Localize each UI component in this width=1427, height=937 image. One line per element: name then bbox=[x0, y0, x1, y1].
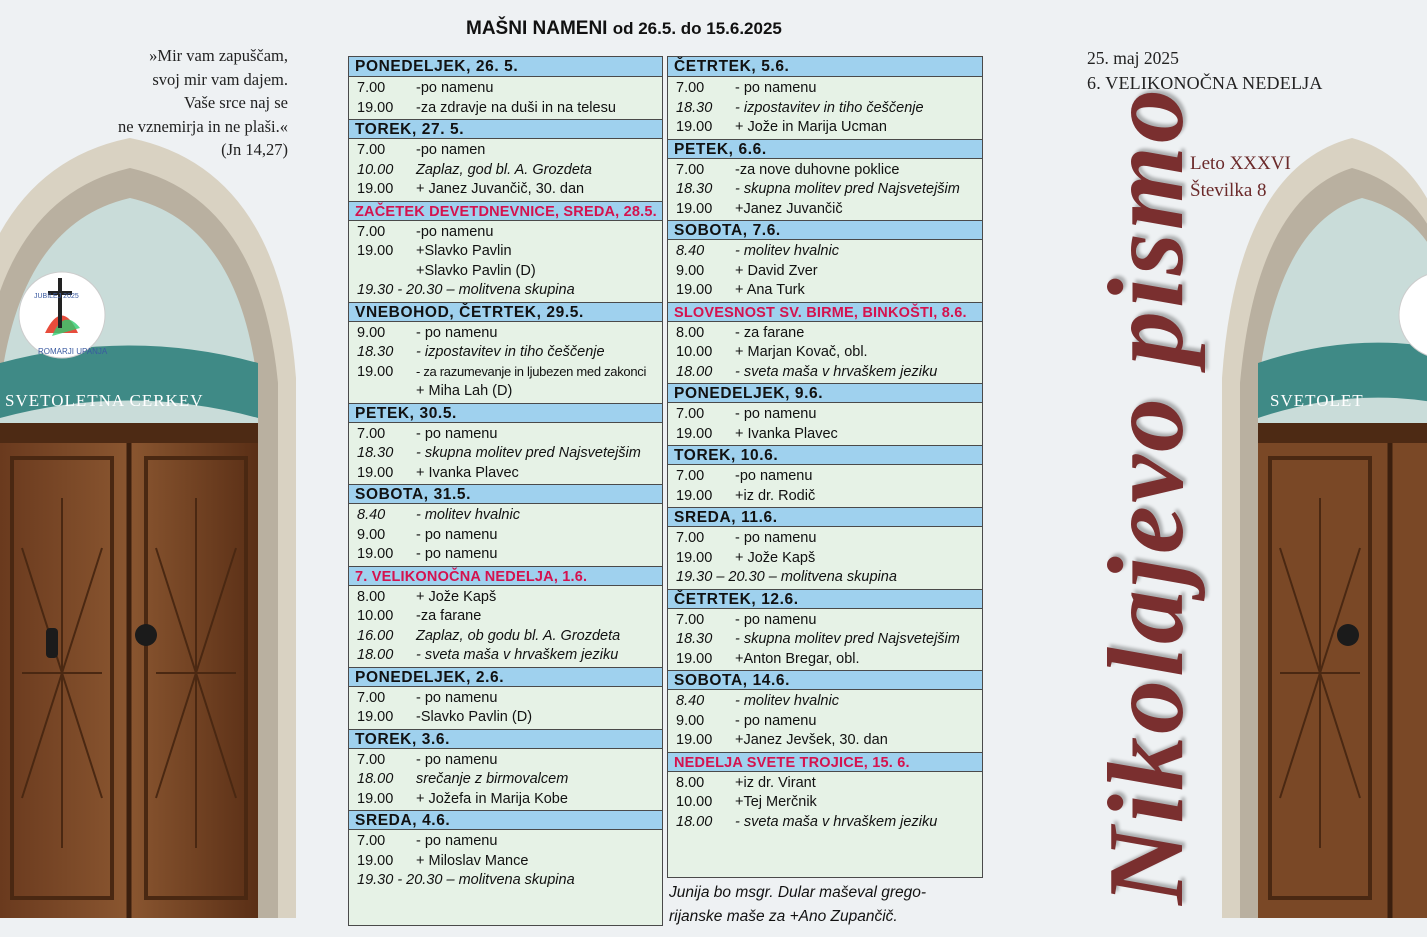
mass-intention: - po namenu bbox=[416, 324, 498, 341]
mass-entry bbox=[676, 773, 980, 793]
year-label: Leto XXXVI bbox=[1190, 153, 1291, 174]
mass-entry bbox=[357, 140, 660, 160]
mass-entry bbox=[357, 626, 660, 646]
mass-time: 7.00 bbox=[676, 611, 705, 628]
day-heading: ZAČETEK DEVETDNEVNICE, SREDA, 28.5. bbox=[349, 201, 662, 221]
mass-intention: -za zdravje na duši in na telesu bbox=[416, 99, 616, 116]
mass-intention: - po namenu bbox=[416, 689, 498, 706]
day-heading: PONEDELJEK, 26. 5. bbox=[349, 57, 662, 77]
day-heading: SREDA, 11.6. bbox=[668, 507, 982, 527]
mass-intention: - skupna molitev pred Najsvetejšim bbox=[735, 631, 960, 647]
quote-reference: (Jn 14,27) bbox=[221, 140, 288, 159]
day-block bbox=[668, 507, 982, 585]
note-line: rijanske maše za +Ano Zupančič. bbox=[669, 908, 898, 925]
mass-intention: - skupna molitev pred Najsvetejšim bbox=[735, 181, 960, 197]
mass-intention: - molitev hvalnic bbox=[416, 507, 520, 523]
day-block bbox=[349, 201, 662, 298]
mass-entry bbox=[357, 424, 660, 444]
gregorian-masses-note bbox=[669, 881, 926, 929]
mass-entry bbox=[676, 117, 980, 137]
mass-intention: -po namenu bbox=[416, 80, 494, 96]
mass-entry bbox=[357, 831, 660, 851]
mass-time: 7.00 bbox=[357, 425, 386, 442]
mass-intention: + Ana Turk bbox=[735, 282, 805, 298]
mass-time: 9.00 bbox=[357, 324, 386, 341]
mass-entry bbox=[676, 280, 980, 300]
mass-time: 19.00 bbox=[357, 790, 394, 807]
mass-time: 8.40 bbox=[676, 243, 705, 259]
mass-time: 19.00 bbox=[357, 181, 394, 197]
mass-intention: - molitev hvalnic bbox=[735, 243, 839, 259]
mass-intention: +Tej Merčnik bbox=[735, 794, 817, 810]
mass-time: 19.00 bbox=[357, 709, 394, 725]
mass-entry bbox=[357, 381, 660, 401]
mass-time: 19.00 bbox=[357, 852, 394, 869]
day-block bbox=[668, 670, 982, 748]
note-line: Junija bo msgr. Dular maševal grego- bbox=[669, 884, 927, 901]
day-block bbox=[349, 302, 662, 399]
mass-time: 19.00 bbox=[676, 200, 713, 217]
mass-time: 8.40 bbox=[357, 507, 386, 523]
mass-time: 19.00 bbox=[357, 243, 394, 259]
mass-entry bbox=[676, 98, 980, 118]
mass-time: 9.00 bbox=[676, 262, 705, 279]
church-door-illustration bbox=[0, 128, 296, 918]
mass-intention: + Jože Kapš bbox=[416, 588, 497, 605]
mass-entry bbox=[357, 505, 660, 525]
day-heading: PETEK, 6.6. bbox=[668, 139, 982, 159]
mass-time: 8.00 bbox=[357, 588, 386, 605]
mass-entry bbox=[676, 160, 980, 180]
mass-entry bbox=[676, 629, 980, 649]
mass-entry bbox=[357, 179, 660, 199]
mass-intention: + Marjan Kovač, obl. bbox=[735, 344, 868, 360]
mass-entry bbox=[676, 812, 980, 832]
day-block bbox=[349, 810, 662, 888]
mass-entry bbox=[676, 323, 980, 343]
mass-time: 18.30 bbox=[357, 344, 394, 360]
mass-time: 9.00 bbox=[357, 526, 386, 543]
mass-time: 19.00 bbox=[676, 282, 713, 298]
mass-entry bbox=[676, 179, 980, 199]
mass-intention: srečanje z birmovalcem bbox=[416, 771, 569, 787]
mass-entry bbox=[676, 78, 980, 98]
mass-intention: + Ivanka Plavec bbox=[416, 464, 519, 481]
mass-intention: - sveta maša v hrvaškem jeziku bbox=[735, 363, 938, 380]
mass-entry bbox=[676, 404, 980, 424]
quote-line: Vaše srce naj se bbox=[184, 93, 288, 112]
mass-entry bbox=[357, 78, 660, 98]
schedule-title bbox=[466, 18, 782, 40]
mass-time: 7.00 bbox=[357, 142, 386, 158]
mass-entry bbox=[676, 792, 980, 812]
mass-intention: +Slavko Pavlin bbox=[416, 243, 512, 259]
mass-entry bbox=[357, 160, 660, 180]
day-block bbox=[349, 667, 662, 725]
mass-entry bbox=[357, 645, 660, 665]
mass-time: 19.00 bbox=[676, 425, 713, 442]
mass-intention: -po namen bbox=[416, 142, 486, 158]
day-heading: TOREK, 27. 5. bbox=[349, 119, 662, 139]
scripture-quote bbox=[118, 44, 288, 162]
day-block bbox=[668, 383, 982, 442]
day-heading: PETEK, 30.5. bbox=[349, 403, 662, 423]
mass-entry bbox=[357, 222, 660, 242]
mass-entry bbox=[676, 466, 980, 486]
quote-line: »Mir vam zapuščam, bbox=[149, 46, 288, 65]
mass-intention: 19.30 - 20.30 – molitvena skupina bbox=[357, 282, 575, 298]
mass-intention: + Jožefa in Marija Kobe bbox=[416, 790, 568, 807]
mass-intention: -po namenu bbox=[416, 223, 494, 240]
mass-time: 18.00 bbox=[357, 771, 394, 787]
mass-time: 18.00 bbox=[676, 813, 713, 830]
mass-time: 8.00 bbox=[676, 324, 705, 341]
mass-entry bbox=[357, 241, 660, 261]
mass-entry bbox=[676, 241, 980, 261]
day-heading: SOBOTA, 7.6. bbox=[668, 220, 982, 240]
mass-time: 7.00 bbox=[357, 689, 386, 706]
mass-intention: +Janez Juvančič bbox=[735, 200, 843, 217]
mass-entry bbox=[357, 443, 660, 463]
mass-intention: - skupna molitev pred Najsvetejšim bbox=[416, 445, 641, 461]
day-heading: 7. VELIKONOČNA NEDELJA, 1.6. bbox=[349, 566, 662, 586]
mass-intention: - molitev hvalnic bbox=[735, 693, 839, 709]
mass-intention: - za razumevanje in ljubezen med zakonci bbox=[416, 363, 647, 379]
day-heading: SLOVESNOST SV. BIRME, BINKOŠTI, 8.6. bbox=[668, 302, 982, 322]
mass-time: 7.00 bbox=[357, 80, 386, 96]
mass-entry bbox=[676, 610, 980, 630]
mass-entry bbox=[676, 362, 980, 382]
mass-time: 19.00 bbox=[357, 546, 394, 562]
mass-time: 7.00 bbox=[676, 406, 705, 422]
mass-time: 10.00 bbox=[357, 608, 394, 624]
mass-intention: +Anton Bregar, obl. bbox=[735, 650, 860, 667]
day-block bbox=[349, 729, 662, 807]
day-block bbox=[668, 302, 982, 380]
church-door-illustration-right bbox=[1222, 128, 1427, 918]
mass-time: 7.00 bbox=[676, 161, 705, 178]
day-heading: SOBOTA, 31.5. bbox=[349, 484, 662, 504]
liturgical-sunday: 6. VELIKONOČNA NEDELJA bbox=[1087, 73, 1323, 93]
mass-time: 18.30 bbox=[676, 631, 713, 647]
day-heading: ČETRTEK, 5.6. bbox=[668, 57, 982, 77]
mass-entry bbox=[357, 280, 660, 300]
day-block bbox=[349, 57, 662, 116]
mass-intention: - po namenu bbox=[735, 712, 817, 729]
mass-intention: - po namenu bbox=[416, 425, 498, 442]
mass-intention: + Janez Juvančič, 30. dan bbox=[416, 181, 585, 197]
mass-intention: - po namenu bbox=[416, 526, 498, 543]
issue-date: 25. maj 2025 bbox=[1087, 48, 1179, 68]
mass-intention: - po namenu bbox=[735, 530, 817, 546]
schedule-column-left bbox=[348, 56, 663, 926]
mass-intention: + David Zver bbox=[735, 262, 818, 279]
mass-intention: +iz dr. Rodič bbox=[735, 487, 816, 504]
day-heading: SREDA, 4.6. bbox=[349, 810, 662, 830]
mass-entry bbox=[676, 424, 980, 444]
mass-intention: -za farane bbox=[416, 608, 482, 624]
mass-entry bbox=[357, 323, 660, 343]
mass-entry bbox=[676, 199, 980, 219]
mass-time: 19.00 bbox=[357, 99, 394, 116]
day-heading: VNEBOHOD, ČETRTEK, 29.5. bbox=[349, 302, 662, 322]
mass-entry bbox=[357, 789, 660, 809]
mass-entry bbox=[357, 851, 660, 871]
day-heading: ČETRTEK, 12.6. bbox=[668, 589, 982, 609]
schedule-column-right bbox=[667, 56, 983, 878]
day-heading: TOREK, 10.6. bbox=[668, 445, 982, 465]
quote-line: ne vznemirja in ne plaši.« bbox=[118, 116, 288, 136]
mass-time: 19.00 bbox=[676, 549, 713, 566]
mass-time: 18.30 bbox=[357, 445, 394, 461]
schedule-date-range: od 26.5. do 15.6.2025 bbox=[612, 19, 782, 38]
mass-intention: +Janez Jevšek, 30. dan bbox=[735, 732, 888, 748]
mass-entry bbox=[357, 525, 660, 545]
mass-intention: Zaplaz, ob godu bl. A. Grozdeta bbox=[416, 627, 621, 644]
mass-time: 7.00 bbox=[676, 80, 705, 96]
day-heading: PONEDELJEK, 9.6. bbox=[668, 383, 982, 403]
mass-entry bbox=[676, 342, 980, 362]
mass-intention: +iz dr. Virant bbox=[735, 774, 816, 791]
mass-intention: + Jože Kapš bbox=[735, 549, 816, 566]
mass-intention: - sveta maša v hrvaškem jeziku bbox=[416, 647, 619, 663]
schedule-title-main: MAŠNI NAMENI bbox=[466, 18, 608, 39]
mass-intention: - po namenu bbox=[416, 833, 498, 849]
mass-time: 18.30 bbox=[676, 181, 713, 197]
quote-line: svoj mir vam dajem. bbox=[152, 69, 288, 89]
mass-entry bbox=[357, 362, 660, 382]
day-heading: NEDELJA SVETE TROJICE, 15. 6. bbox=[668, 752, 982, 772]
mass-intention: - za farane bbox=[735, 324, 805, 341]
mass-entry bbox=[357, 707, 660, 727]
mass-time: 19.00 bbox=[676, 487, 713, 504]
mass-intention: -po namenu bbox=[735, 468, 813, 484]
mass-intention: + Jože in Marija Ucman bbox=[735, 119, 887, 135]
mass-entry bbox=[676, 730, 980, 750]
door-sign-text: SVETOLETNA CERKEV bbox=[5, 391, 204, 410]
day-heading: SOBOTA, 14.6. bbox=[668, 670, 982, 690]
day-block bbox=[349, 119, 662, 197]
mass-intention: - po namenu bbox=[416, 546, 498, 562]
day-heading: PONEDELJEK, 2.6. bbox=[349, 667, 662, 687]
mass-entry bbox=[357, 870, 660, 890]
day-block bbox=[668, 589, 982, 667]
mass-entry bbox=[676, 261, 980, 281]
mass-time: 7.00 bbox=[357, 223, 386, 240]
day-block bbox=[668, 752, 982, 830]
mass-entry bbox=[676, 567, 980, 587]
mass-time: 7.00 bbox=[676, 468, 705, 484]
mass-entry bbox=[357, 587, 660, 607]
mass-intention: + Miloslav Mance bbox=[416, 852, 529, 869]
cover-left-panel bbox=[0, 0, 300, 937]
mass-entry bbox=[676, 711, 980, 731]
mass-time: 19.00 bbox=[676, 732, 713, 748]
mass-entry bbox=[357, 606, 660, 626]
mass-entry bbox=[676, 649, 980, 669]
mass-entry bbox=[676, 486, 980, 506]
mass-intention: - sveta maša v hrvaškem jeziku bbox=[735, 813, 938, 830]
mass-time: 18.30 bbox=[676, 99, 713, 116]
mass-time: 19.00 bbox=[676, 650, 713, 667]
mass-intention: 19.30 – 20.30 – molitvena skupina bbox=[676, 569, 897, 585]
mass-entry bbox=[676, 528, 980, 548]
day-heading: TOREK, 3.6. bbox=[349, 729, 662, 749]
day-block bbox=[668, 139, 982, 217]
mass-time: 19.00 bbox=[676, 119, 713, 135]
mass-time: 9.00 bbox=[676, 712, 705, 729]
mass-time: 18.00 bbox=[676, 363, 713, 380]
mass-time: 10.00 bbox=[676, 344, 713, 360]
day-block bbox=[349, 566, 662, 663]
mass-time: 7.00 bbox=[676, 530, 705, 546]
day-block bbox=[668, 220, 982, 298]
mass-time: 19.00 bbox=[357, 363, 394, 380]
mass-intention: - po namenu bbox=[735, 611, 817, 628]
mass-intention: +Slavko Pavlin (D) bbox=[416, 262, 536, 279]
mass-intention: Zaplaz, god bl. A. Grozdeta bbox=[416, 161, 592, 178]
mass-intention: - po namenu bbox=[416, 751, 498, 768]
logo-top-text: JUBILEJ 2025 bbox=[34, 293, 79, 300]
mass-entry bbox=[357, 688, 660, 708]
mass-entry bbox=[357, 463, 660, 483]
mass-time: 10.00 bbox=[357, 161, 394, 178]
mass-intention: 19.30 - 20.30 – molitvena skupina bbox=[357, 872, 575, 888]
mass-time: 10.00 bbox=[676, 794, 713, 810]
mass-entry bbox=[357, 750, 660, 770]
mass-time: 16.00 bbox=[357, 627, 394, 644]
mass-entry bbox=[357, 98, 660, 118]
mass-intention: -za nove duhovne poklice bbox=[735, 161, 900, 178]
day-block bbox=[668, 57, 982, 135]
mass-intention: - po namenu bbox=[735, 80, 817, 96]
mass-time: 8.40 bbox=[676, 693, 705, 709]
door-sign-text-right: SVETOLET bbox=[1270, 391, 1364, 410]
mass-intention: - izpostavitev in tiho češčenje bbox=[735, 99, 924, 116]
mass-time: 18.00 bbox=[357, 647, 394, 663]
mass-entry bbox=[676, 691, 980, 711]
day-block bbox=[668, 445, 982, 504]
day-block bbox=[349, 403, 662, 481]
issue-label: Številka 8 bbox=[1190, 180, 1267, 201]
mass-time: 7.00 bbox=[357, 833, 386, 849]
logo-side-text: ROMARJI UPANJA bbox=[38, 347, 108, 356]
mass-intention: + Miha Lah (D) bbox=[416, 383, 513, 399]
mass-entry bbox=[357, 544, 660, 564]
mass-entry bbox=[357, 342, 660, 362]
mass-entry bbox=[357, 261, 660, 281]
mass-entry bbox=[357, 769, 660, 789]
day-block bbox=[349, 484, 662, 562]
mass-time: 19.00 bbox=[357, 464, 394, 481]
mass-time: 7.00 bbox=[357, 751, 386, 768]
mass-intention: -Slavko Pavlin (D) bbox=[416, 709, 533, 725]
mass-entry bbox=[676, 548, 980, 568]
mass-intention: - po namenu bbox=[735, 406, 817, 422]
mass-intention: + Ivanka Plavec bbox=[735, 425, 838, 442]
newsletter-title: Nikolajevo pismo bbox=[1087, 86, 1206, 905]
mass-time: 8.00 bbox=[676, 774, 705, 791]
mass-intention: - izpostavitev in tiho češčenje bbox=[416, 344, 605, 360]
